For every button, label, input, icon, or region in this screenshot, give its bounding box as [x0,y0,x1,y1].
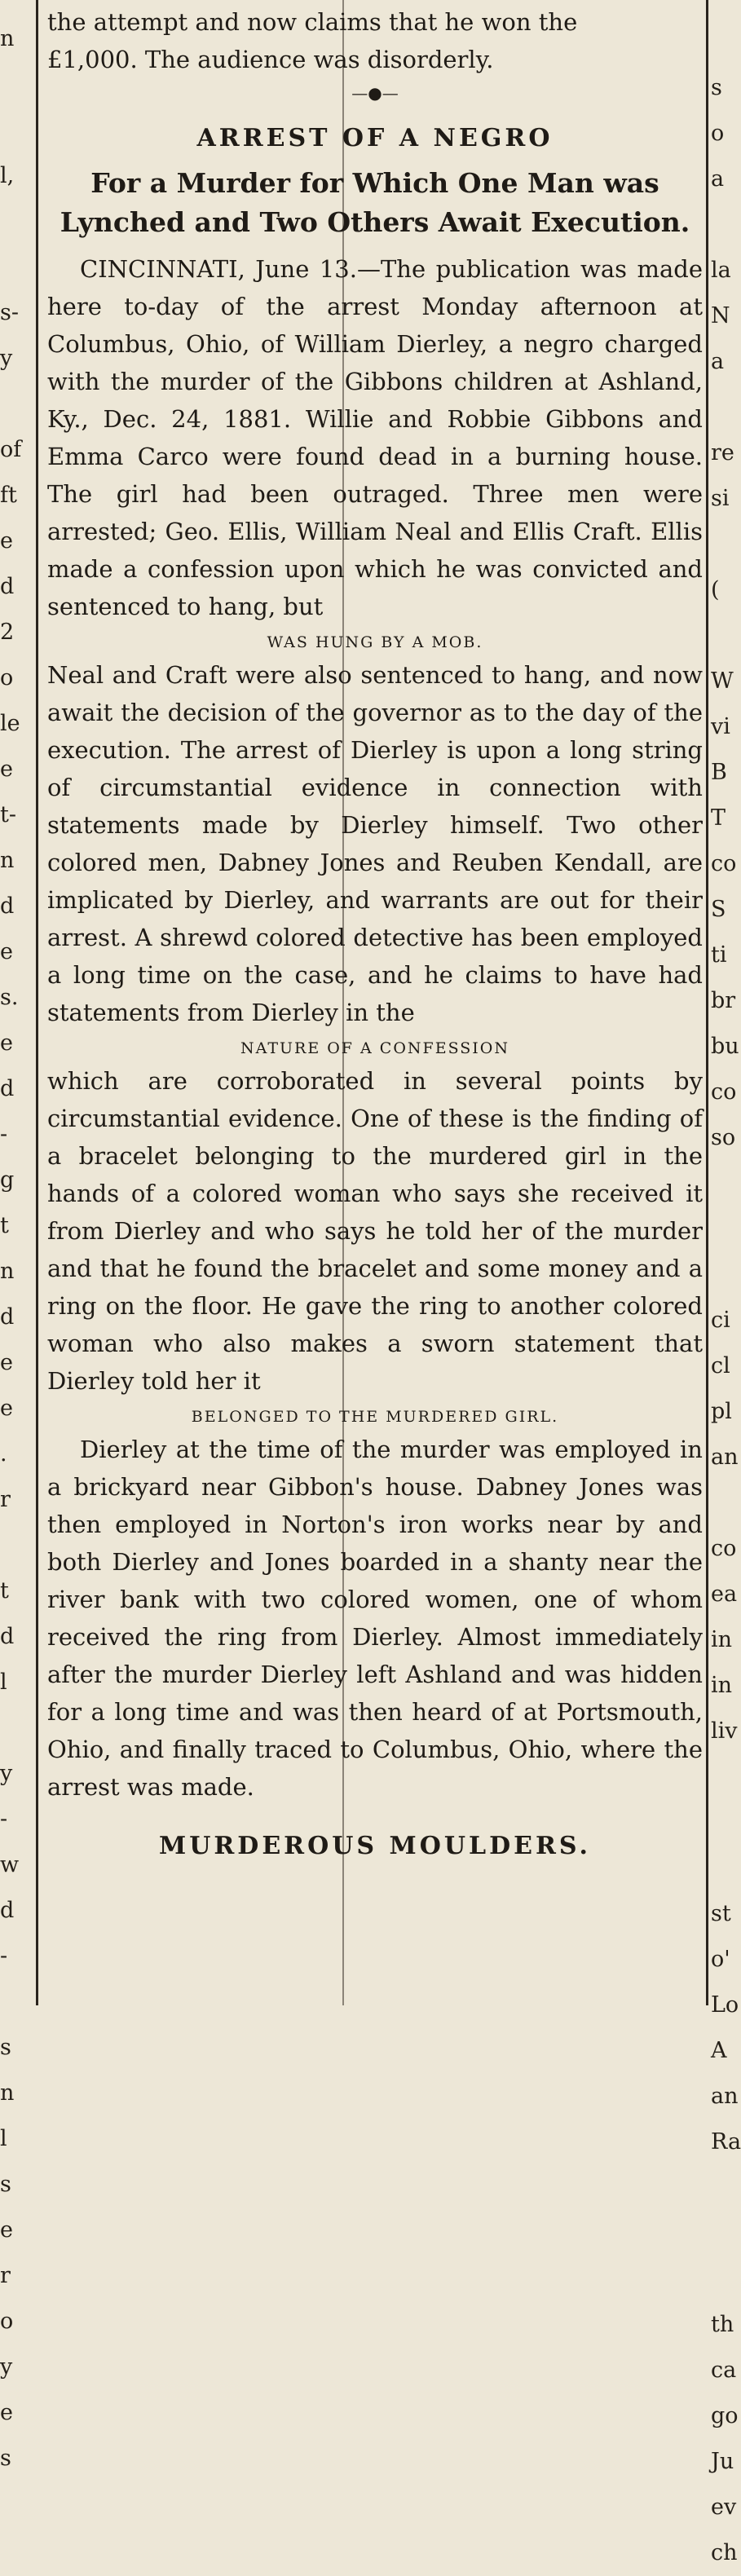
right-fragment-line: pl [711,1399,732,1424]
left-fragment-line: l [0,1670,7,1695]
left-fragment-line: e [0,1350,13,1375]
right-fragment-line [711,1754,734,1800]
left-fragment-line [0,62,34,108]
right-fragment-line: S [711,897,726,922]
right-fragment-line [711,2165,734,2211]
right-fragment-line: go [711,2403,739,2428]
previous-article-fragment [47,3,703,78]
left-fragment-line: e [0,2217,13,2243]
right-fragment-line: Ra [711,2129,741,2155]
column-rule-left [36,0,38,2005]
right-fragment-line: ci [711,1308,730,1333]
left-fragment-line: e [0,756,13,782]
left-fragment-line: s. [0,985,19,1010]
right-fragment-line: co [711,1079,737,1105]
right-fragment-line [711,202,734,248]
right-fragment-line: Ju [711,2449,734,2474]
right-fragment-line [711,1846,734,1891]
left-fragment-line: le [0,711,20,736]
right-fragment-line: st [711,1901,731,1926]
right-fragment-line: re [711,440,734,465]
left-fragment-line: d [0,893,15,919]
subheading-1: WAS HUNG BY A MOB. [267,633,483,651]
fragment-line-1: the attempt and now claims that he won the [47,8,578,36]
paragraph-2: Neal and Craft were also sentenced to hang, and now await the decision of the governor as to the day of the execution. The arrest of Dierley is upon a long string of circumstantial evidence in connection with statements made by Dierley himself. Two other colored men, Dabney Jones and Reuben Kendall, are implicated by Dierley, and warrants are out for their arrest. A shrewd colored detective has been employed a long time on the case, and he claims to have had statements from Dierley in the [47,661,703,1026]
right-fragment-line: N [711,303,730,329]
left-fragment-line: e [0,939,13,964]
left-fragment-line [0,1979,34,2025]
column-rule-right [706,0,708,2005]
right-fragment-line [711,2256,734,2302]
right-fragment-line [711,1800,734,1846]
right-fragment-line: o [711,121,725,146]
paragraph-3: which are corroborated in several points by circumstantial evidence. One of these is the finding of a bracelet belonging to the murdered girl in the hands of a colored woman who says she received it from Dierley and who says he told her of the murder and that he found the bracelet and some money and a ring on the floor. He gave the ring to another colored woman who also makes a sworn statement that Dierley told her it [47,1067,703,1395]
right-fragment-line: s [711,75,722,100]
right-fragment-line [711,1480,734,1526]
ornament-divider: —●— [351,83,399,103]
right-fragment-line: ch [711,2540,738,2565]
left-fragment-line: s [0,2446,11,2471]
left-fragment-line [0,2481,34,2527]
right-fragment-line [711,522,734,567]
left-fragment-line: d [0,1898,15,1923]
paragraph-1: CINCINNATI, June 13.—The publication was made here to-day of the arrest Monday afternoon at Columbus, Ohio, of William Dierley, a negro charged with the murder of the Gibbons children at Ashland, Ky., Dec. 24, 1881. Willie and Robbie Gibbons and Emma Carco were found dead in a burning house. The girl had been outraged. Three men were arrested; Geo. Ellis, William Neal and Ellis Craft. Ellis made a confession upon which he was convicted and sentenced to hang, but [47,255,703,620]
right-fragment-line: br [711,988,736,1013]
right-fragment-line: a [711,349,725,374]
left-fragment-line: d [0,1304,15,1330]
right-fragment-line [711,1161,734,1206]
right-fragment-line: in [711,1627,733,1652]
right-fragment-line: W [711,668,734,694]
right-fragment-line [711,385,734,430]
left-fragment-line: l [0,2126,7,2151]
right-fragment-line: T [711,805,726,831]
left-fragment-line: y [0,2354,13,2380]
right-fragment-line: A [711,2038,727,2063]
left-fragment-line: d [0,574,15,599]
left-fragment-line: g [0,1167,15,1193]
left-fragment-line: s- [0,300,19,325]
left-fragment-line: t [0,1578,9,1603]
right-fragment-line [711,1252,734,1298]
right-fragment-line: co [711,1536,737,1561]
left-fragment-line [0,1523,34,1568]
left-fragment-line: o [0,2309,14,2334]
right-fragment-line [711,1206,734,1252]
left-fragment-line: r [0,2263,11,2288]
left-fragment-line: n [0,848,15,873]
left-fragment-line: s [0,2172,11,2197]
right-fragment-line [711,613,734,659]
left-fragment-line: e [0,1030,13,1056]
right-fragment-line: co [711,851,737,876]
left-fragment-line [0,108,34,153]
left-fragment-line: n [0,26,15,51]
fragment-line-2: £1,000. The audience was disorderly. [47,46,494,73]
left-fragment-line: e [0,528,13,554]
left-fragment-line: d [0,1076,15,1101]
headline: ARREST OF A NEGRO [196,124,554,152]
right-fragment-line: vi [711,714,730,739]
right-fragment-line: o' [711,1947,730,1972]
right-fragment-line: th [711,2312,734,2337]
right-fragment-line: an [711,1445,739,1470]
left-fragment-line: - [0,1943,8,1969]
right-fragment-line: an [711,2084,739,2109]
left-fragment-line: ft [0,483,17,508]
left-fragment-line: t [0,1213,9,1238]
right-fragment-line: so [711,1125,736,1150]
left-fragment-line: . [0,1441,7,1467]
left-fragment-line: t- [0,802,16,827]
left-fragment-line: r [0,1487,11,1512]
subheading-3: BELONGED TO THE MURDERED GIRL. [191,1408,559,1426]
subheadline: For a Murder for Which One Man was Lynched and Two Others Await Execution. [60,167,690,238]
right-fragment-line [711,2211,734,2256]
right-fragment-line: B [711,760,727,785]
right-fragment-line: cl [711,1353,730,1378]
right-fragment-line: ti [711,942,727,968]
left-fragment-line [0,382,34,427]
right-fragment-line: la [711,258,731,283]
next-article-headline: MURDEROUS MOULDERS. [159,1832,591,1860]
left-fragment-line: s [0,2035,11,2060]
article-column [47,0,703,1860]
left-fragment-line: e [0,2400,13,2425]
right-fragment-line: ev [711,2494,737,2520]
right-fragment-line: ca [711,2358,737,2383]
left-fragment-line: n [0,1259,15,1284]
paragraph-4: Dierley at the time of the murder was employed in a brickyard near Gibbon's house. Dabney Jones was then employed in Norton's iron works near by and both Dierley and Jones boarded in a shanty near the river bank with two colored women, one of whom received the ring from Dierley. Almost immediately after the murder Dierley left Ashland and was hidden for a long time and was then heard of at Portsmouth, Ohio, and finally traced to Columbus, Ohio, where the arrest was made. [47,1436,703,1801]
right-fragment-line: in [711,1673,733,1698]
left-fragment-line [0,1705,34,1751]
left-fragment-line: w [0,1852,20,1877]
right-fragment-line: ea [711,1581,738,1607]
right-fragment-line: liv [711,1718,738,1744]
left-fragment-line: y [0,346,13,371]
left-fragment-line: d [0,1624,15,1649]
left-fragment-line: - [0,1122,8,1147]
left-fragment-line [0,199,34,245]
left-fragment-line: o [0,665,14,690]
left-fragment-line: 2 [0,620,15,645]
right-fragment-line: ( [711,577,720,602]
right-fragment-line: si [711,486,730,511]
left-fragment-line: - [0,1806,8,1832]
left-fragment-line: l, [0,163,15,188]
left-fragment-line [0,245,34,290]
subheading-2: NATURE OF A CONFESSION [240,1039,509,1057]
left-fragment-line: n [0,2080,15,2106]
right-fragment-line: a [711,166,725,192]
right-column-fragment [711,65,741,2576]
left-fragment-line: e [0,1396,13,1421]
right-fragment-line: bu [711,1034,739,1059]
left-fragment-line: of [0,437,22,462]
left-fragment-line: y [0,1761,13,1786]
right-fragment-line: Lo [711,1992,739,2018]
left-column-fragment [0,16,34,2527]
